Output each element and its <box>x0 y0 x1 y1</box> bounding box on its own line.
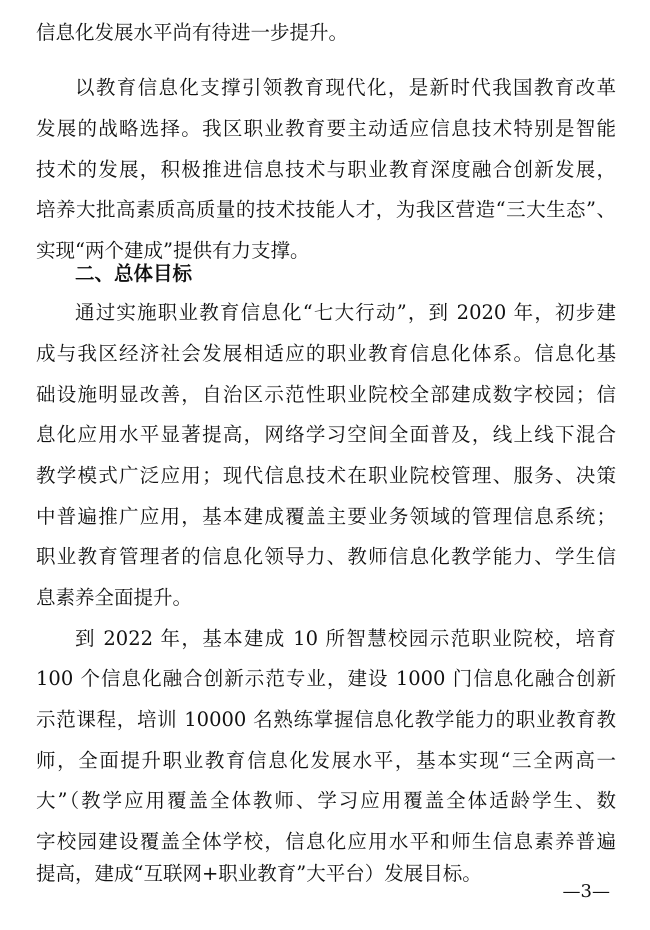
text-line: 息素养全面提升。 <box>36 586 193 609</box>
text-line: 础设施明显改善，自治区示范性职业院校全部建成数字校园；信 <box>36 383 616 406</box>
text-line: 技术的发展，积极推进信息技术与职业教育深度融合创新发展， <box>36 158 616 181</box>
text-line: 实现“两个建成”提供有力支撑。 <box>36 239 310 262</box>
text-line: 大”（教学应用覆盖全体教师、学习应用覆盖全体适龄学生、数 <box>36 789 616 812</box>
text-line: 通过实施职业教育信息化“七大行动”，到 2020 年，初步建 <box>75 301 616 324</box>
text-line: 成与我区经济社会发展相适应的职业教育信息化体系。信息化基 <box>36 342 616 365</box>
text-line: 示范课程，培训 10000 名熟练掌握信息化教学能力的职业教育教 <box>36 708 616 731</box>
text-line: 培养大批高素质高质量的技术技能人才，为我区营造“三大生态”、 <box>36 198 616 221</box>
text-line: 师，全面提升职业教育信息化发展水平，基本实现“三全两高一 <box>36 749 616 772</box>
text-line: 信息化发展水平尚有待进一步提升。 <box>36 21 349 44</box>
text-line: 100 个信息化融合创新示范专业，建设 1000 门信息化融合创新 <box>36 667 616 690</box>
text-line: 发展的战略选择。我区职业教育要主动适应信息技术特别是智能 <box>36 117 616 140</box>
text-line: 中普遍推广应用，基本建成覆盖主要业务领域的管理信息系统； <box>36 505 616 528</box>
text-line: 职业教育管理者的信息化领导力、教师信息化教学能力、学生信 <box>36 545 616 568</box>
text-line: 息化应用水平显著提高，网络学习空间全面普及，线上线下混合 <box>36 423 616 446</box>
text-line: 字校园建设覆盖全体学校，信息化应用水平和师生信息素养普遍 <box>36 830 616 853</box>
text-line: 提高，建成“互联网+职业教育”大平台）发展目标。 <box>36 862 482 885</box>
section-heading: 二、总体目标 <box>75 262 193 285</box>
text-line: 教学模式广泛应用；现代信息技术在职业院校管理、服务、决策 <box>36 464 616 487</box>
text-line: 以教育信息化支撑引领教育现代化，是新时代我国教育改革 <box>75 76 616 99</box>
text-line: 到 2022 年，基本建成 10 所智慧校园示范职业院校，培育 <box>75 627 616 650</box>
page-number: —3— <box>562 881 610 902</box>
